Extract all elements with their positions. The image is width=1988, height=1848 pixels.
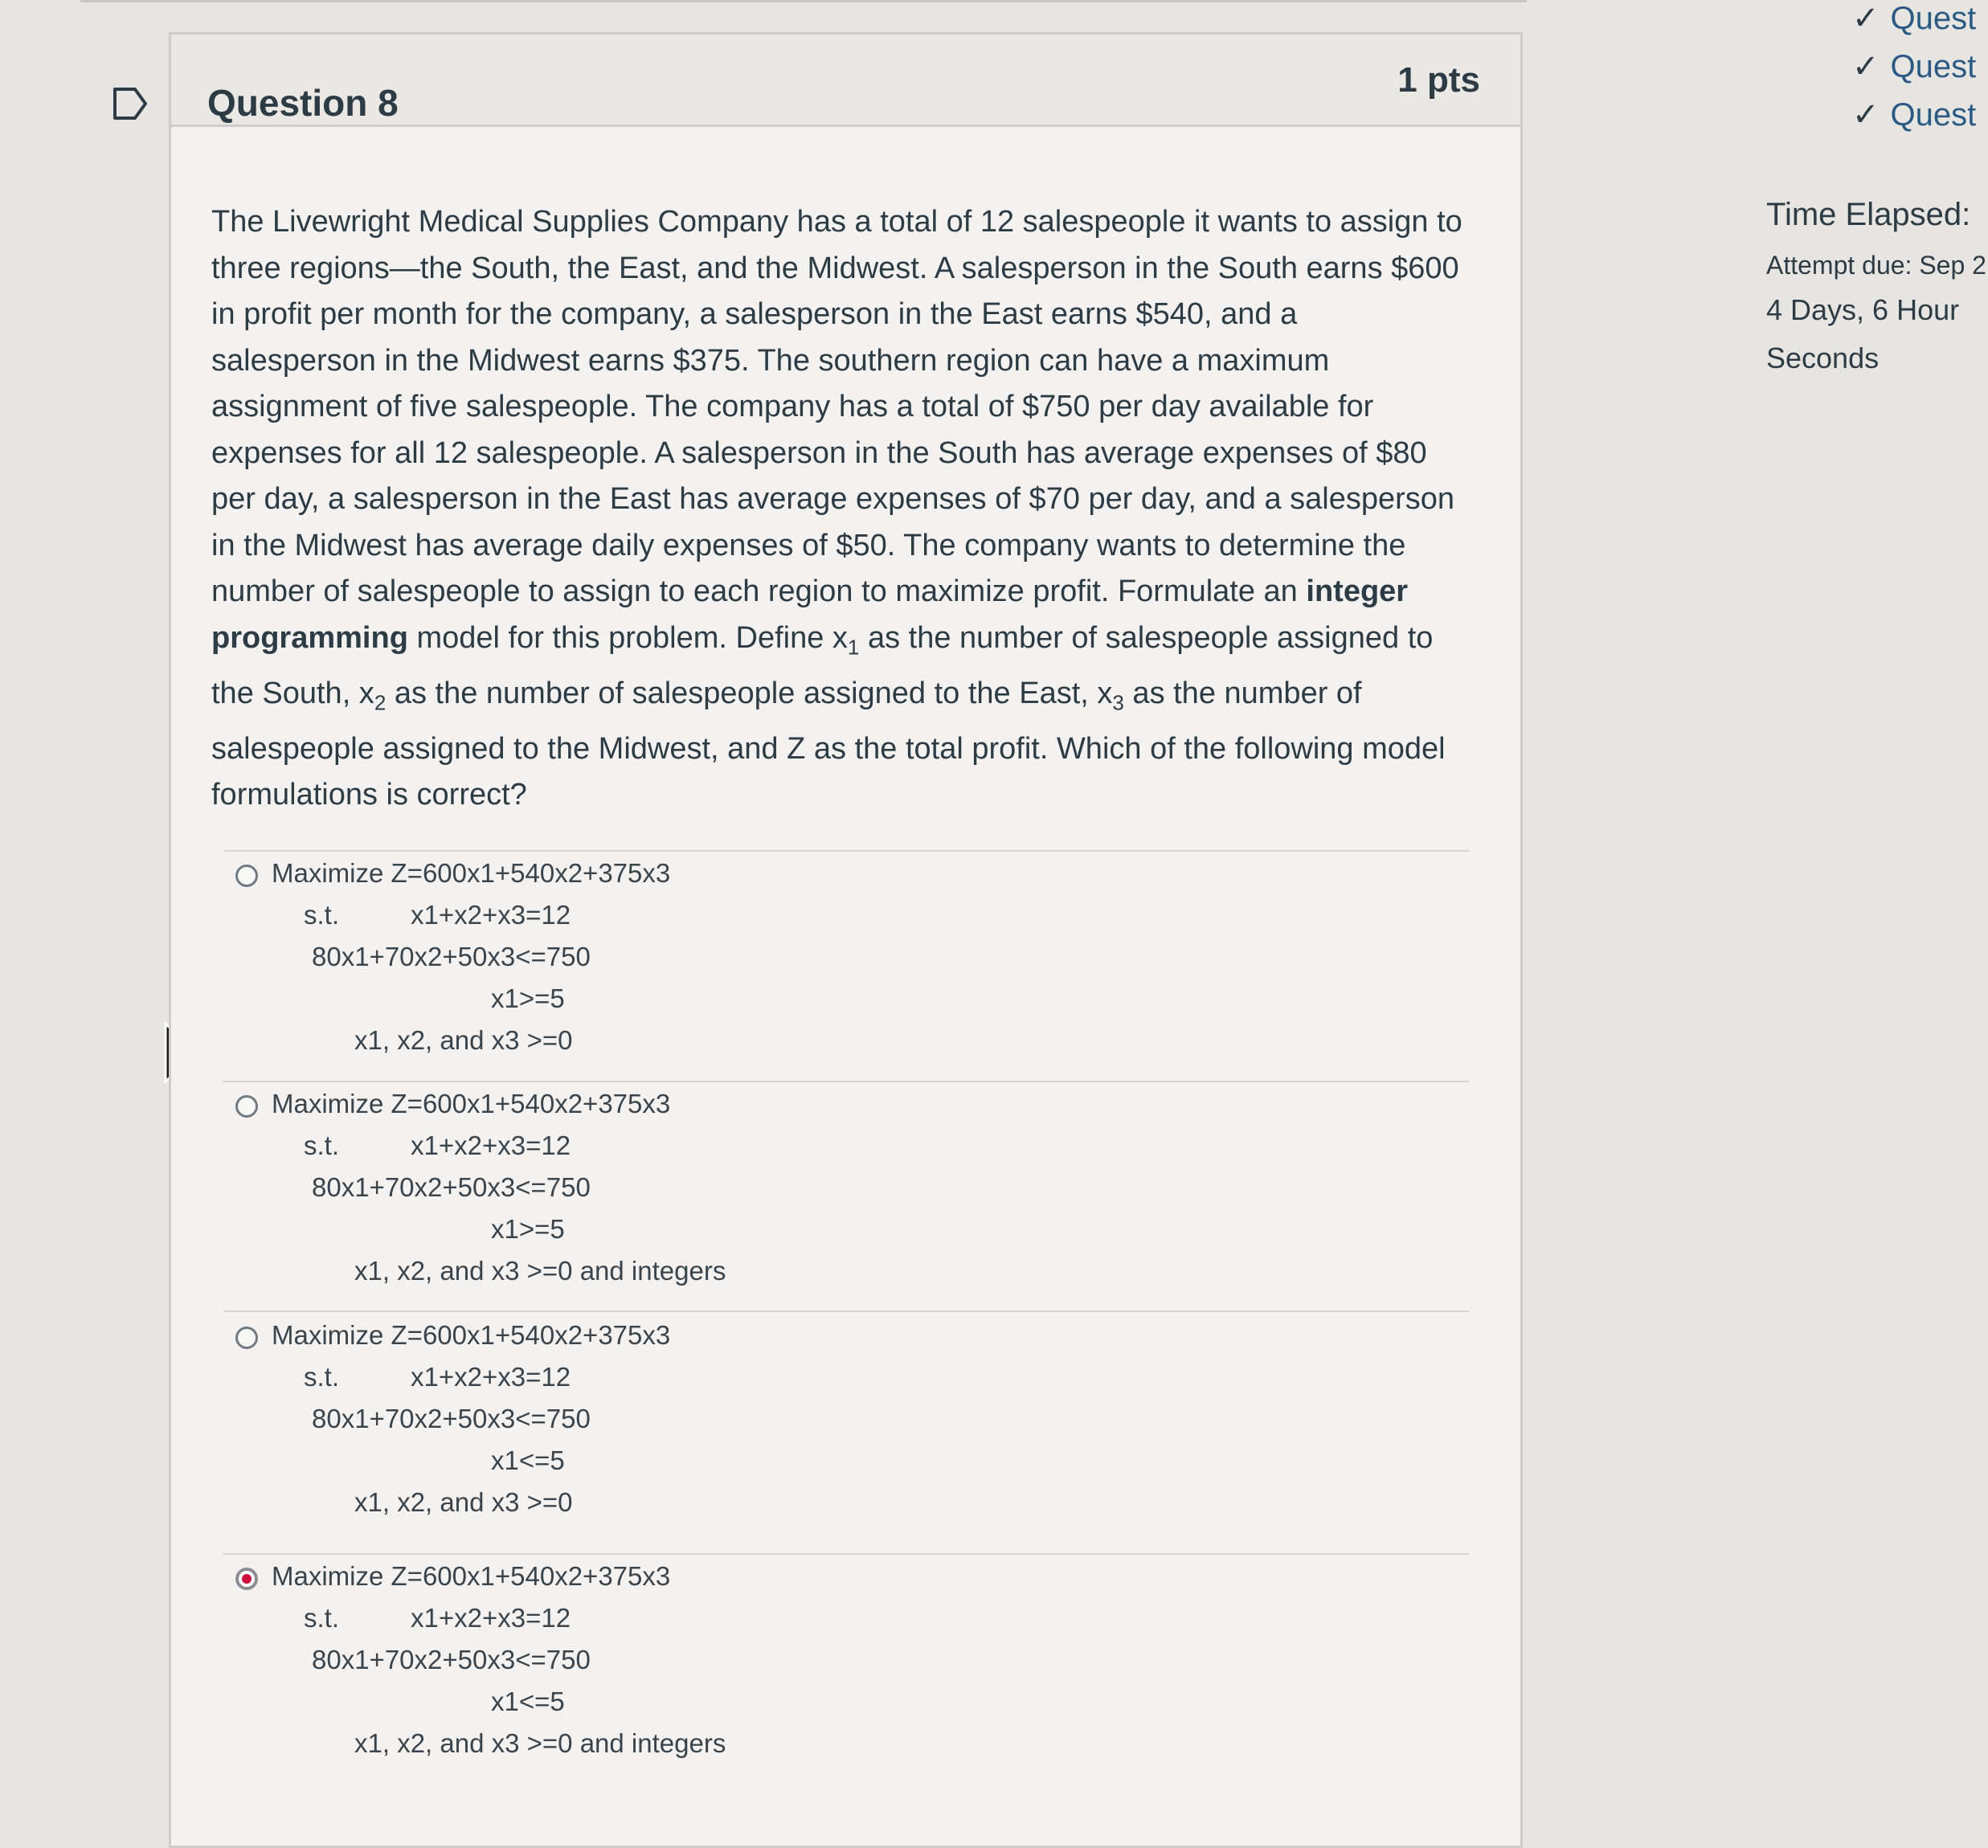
radio-button[interactable] xyxy=(235,865,258,887)
answer-constraint-4: x1, x2, and x3 >=0 and integers xyxy=(354,1728,726,1758)
answer-objective: Maximize Z=600x1+540x2+375x3 xyxy=(272,1561,671,1591)
divider xyxy=(223,1081,1469,1082)
question-title: Question 8 xyxy=(207,82,399,124)
answer-objective: Maximize Z=600x1+540x2+375x3 xyxy=(272,1089,671,1118)
question-card xyxy=(169,32,1523,1848)
time-remaining: 4 Days, 6 Hour xyxy=(1766,293,1960,326)
subscript-1: 1 xyxy=(847,635,860,660)
sidebar-question-label: Quest xyxy=(1890,1,1977,36)
question-text-part1: The Livewright Medical Supplies Company has a total of 12 salespeople it wants to assign to three regions—the South, the East, and the Midwest. A salesperson in the South earns $600 in profit per month for the company, a salesperson in the East earns $540, and a salesperson in the Midwest earns $375. The southern region can have a maximum assignment of five salespeople. The company has a total of $750 per day available for expenses for all 12 salespeople. A salesperson in the South has average expenses of $80 per day, a salesperson in the East has average expenses of $70 per day, and a salesperson in the Midwest has average daily expenses of $50. The company wants to determine the number of salespeople to assign to each region to maximize profit. Formulate an xyxy=(211,205,1462,608)
answer-constraint-2: 80x1+70x2+50x3<=750 xyxy=(312,1404,591,1433)
answer-st: s.t. xyxy=(304,1130,340,1160)
radio-button-selected[interactable] xyxy=(235,1568,258,1590)
subscript-3: 3 xyxy=(1112,690,1124,715)
checkmark-icon: ✓ xyxy=(1852,1,1880,36)
answer-objective: Maximize Z=600x1+540x2+375x3 xyxy=(272,858,671,888)
answer-constraint-3: x1<=5 xyxy=(491,1687,565,1716)
attempt-due: Attempt due: Sep 2 xyxy=(1766,251,1986,280)
answer-constraint-4: x1, x2, and x3 >=0 and integers xyxy=(354,1256,726,1286)
question-text-part2: model for this problem. Define x xyxy=(407,620,848,655)
answer-constraint-4: x1, x2, and x3 >=0 xyxy=(354,1025,573,1055)
radio-button[interactable] xyxy=(235,1095,258,1118)
answer-constraint-2: 80x1+70x2+50x3<=750 xyxy=(312,942,591,971)
answer-constraint-2: 80x1+70x2+50x3<=750 xyxy=(312,1645,591,1674)
sidebar-question-link[interactable] xyxy=(1852,96,1976,133)
answer-constraint-2: 80x1+70x2+50x3<=750 xyxy=(312,1172,591,1202)
subscript-2: 2 xyxy=(374,690,387,715)
answer-constraint-1: x1+x2+x3=12 xyxy=(411,1130,571,1160)
divider xyxy=(223,1553,1469,1555)
question-text-part4: as the number of salespeople assigned to the East, x xyxy=(386,676,1113,710)
checkmark-icon: ✓ xyxy=(1852,49,1880,84)
answer-constraint-1: x1+x2+x3=12 xyxy=(411,900,571,930)
answer-st: s.t. xyxy=(304,1603,340,1633)
answer-constraint-1: x1+x2+x3=12 xyxy=(411,1603,571,1633)
answer-constraint-3: x1<=5 xyxy=(491,1445,565,1475)
question-text-part3: as the number of salespeople assigned to the South, x xyxy=(211,620,1434,710)
answer-constraint-4: x1, x2, and x3 >=0 xyxy=(354,1487,573,1517)
sidebar-question-label: Quest xyxy=(1890,49,1977,84)
divider xyxy=(223,850,1469,852)
time-seconds: Seconds xyxy=(1766,341,1880,374)
sidebar-question-label: Quest xyxy=(1890,97,1977,133)
sidebar-question-link[interactable] xyxy=(1852,0,1976,37)
time-elapsed-label: Time Elapsed: xyxy=(1766,197,1971,232)
answer-constraint-3: x1>=5 xyxy=(491,1214,565,1244)
question-header xyxy=(171,35,1520,127)
question-text xyxy=(211,199,1469,819)
top-border xyxy=(80,0,1527,9)
answer-st: s.t. xyxy=(304,900,340,930)
question-text-bold: integer programming xyxy=(211,574,1409,655)
answer-constraint-1: x1+x2+x3=12 xyxy=(411,1362,571,1392)
question-text-part5: as the number of salespeople assigned to the Midwest, and Z as the total profit. Which of the following model formulations is correct? xyxy=(211,676,1446,812)
answer-constraint-3: x1>=5 xyxy=(491,983,565,1013)
radio-button[interactable] xyxy=(235,1327,258,1349)
flag-question-icon[interactable] xyxy=(112,87,148,121)
question-points: 1 pts xyxy=(1397,60,1480,100)
answer-objective: Maximize Z=600x1+540x2+375x3 xyxy=(272,1320,671,1350)
divider xyxy=(223,1310,1469,1312)
answer-st: s.t. xyxy=(304,1362,340,1392)
checkmark-icon: ✓ xyxy=(1852,97,1880,133)
sidebar-question-link[interactable] xyxy=(1852,48,1976,85)
